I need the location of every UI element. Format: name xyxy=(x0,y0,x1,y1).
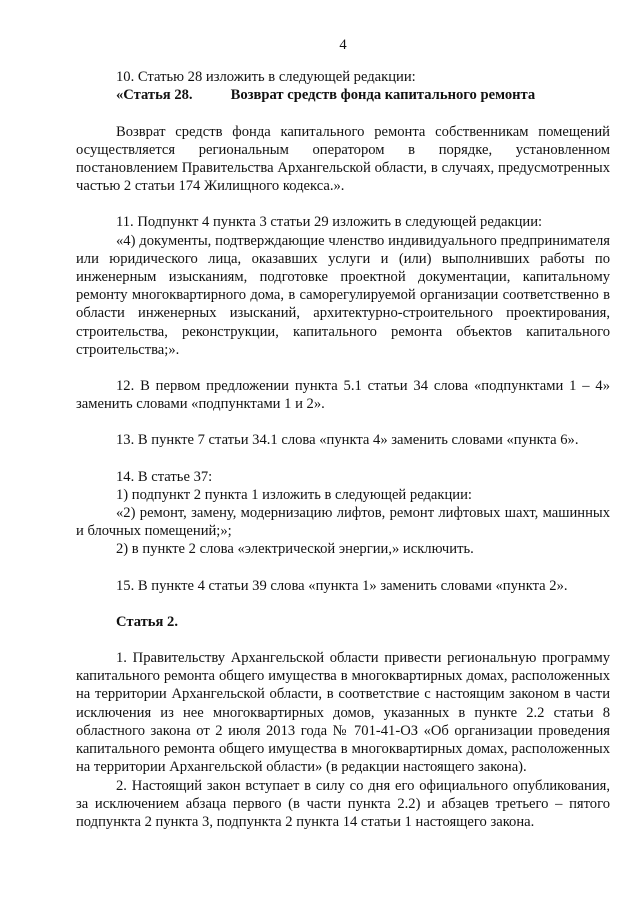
spacer xyxy=(76,105,610,123)
article-2-heading: Статья 2. xyxy=(116,613,178,630)
item-12: 12. В первом предложении пункта 5.1 статьи 34 слова «подпунктами 1 – 4» заменить словами «подпунктами 1 и 2». xyxy=(76,378,610,413)
article-2-paragraph-2 xyxy=(76,777,610,832)
spacer xyxy=(76,450,610,468)
article-2-paragraph-1 xyxy=(76,649,610,776)
item-11-intro: 11. Подпункт 4 пункта 3 статьи 29 изложить в следующей редакции: xyxy=(116,214,543,231)
item-14-sub1: 1) подпункт 2 пункта 1 изложить в следующей редакции: xyxy=(116,486,472,503)
paragraph-2-text: Настоящий закон вступает в силу со дня его официального опубликования, за исключением абзаца первого (в части пункта 2.2) и абзацев третьего – пятого подпункта 2 пункта 3, подпункта 2 пункта 14 статьи 1 настоящего закона. xyxy=(76,777,610,830)
paragraph-1-text: Правительству Архангельской области привести региональную программу капитального ремонта общего имущества в многоквартирных домах, расположенных на территории Архангельской области, в соответствие с настоящим законом в части исключения из нее многоквартирных домов, указанных в пункте 2.2 статьи 8 областного закона от 2 июля 2013 года № 701-41-ОЗ «Об организации проведения капитального ремонта общего имущества в многоквартирных домах, расположенных на территории Архангельской области» (в редакции настоящего закона). xyxy=(76,650,610,776)
spacer xyxy=(76,195,610,213)
item-10-intro: 10. Статью 28 изложить в следующей редакции: xyxy=(116,69,416,86)
article-28-title: Возврат средств фонда капитального ремонта xyxy=(230,87,536,104)
paragraph-2-number: 2. xyxy=(116,777,127,794)
item-15: 15. В пункте 4 статьи 39 слова «пункта 1» заменить словами «пункта 2». xyxy=(116,577,568,594)
spacer xyxy=(76,413,610,431)
spacer xyxy=(76,359,610,377)
article-28-body: Возврат средств фонда капитального ремонта собственникам помещений осуществляется региональным оператором в порядке, установленном постановлением Правительства Архангельской области, в случаях, предусмотренных частью 2 статьи 174 Жилищного кодекса.». xyxy=(76,123,610,195)
item-13: 13. В пункте 7 статьи 34.1 слова «пункта 4» заменить словами «пункта 6». xyxy=(116,432,579,449)
item-11-body: «4) документы, подтверждающие членство индивидуального предпринимателя или юридического лица, оказавших услуги и (или) выполнивших работы по инженерным изысканиям, подготовке проектной документации, капитальному ремонту многоквартирного дома, в саморегулируемой организации соответственно в области инженерных изысканий, архитектурно-строительного проектирования, строительства, реконструкции, капитального ремонта объектов капитального строительства;». xyxy=(76,232,610,358)
item-14-sub1-text: «2) ремонт, замену, модернизацию лифтов, ремонт лифтовых шахт, машинных и блочных помещений;»; xyxy=(76,505,610,540)
article-28-heading xyxy=(76,86,610,104)
page-number: 4 xyxy=(339,37,347,53)
article-28-label: Статья 28. xyxy=(123,87,193,104)
paragraph-1-number: 1. xyxy=(116,650,127,667)
spacer xyxy=(76,631,610,649)
heading-open-quote: « xyxy=(116,87,124,104)
item-14-intro: 14. В статье 37: xyxy=(116,468,213,485)
spacer xyxy=(76,595,610,613)
item-14-sub2: 2) в пункте 2 слова «электрической энергии,» исключить. xyxy=(116,541,474,558)
spacer xyxy=(76,559,610,577)
